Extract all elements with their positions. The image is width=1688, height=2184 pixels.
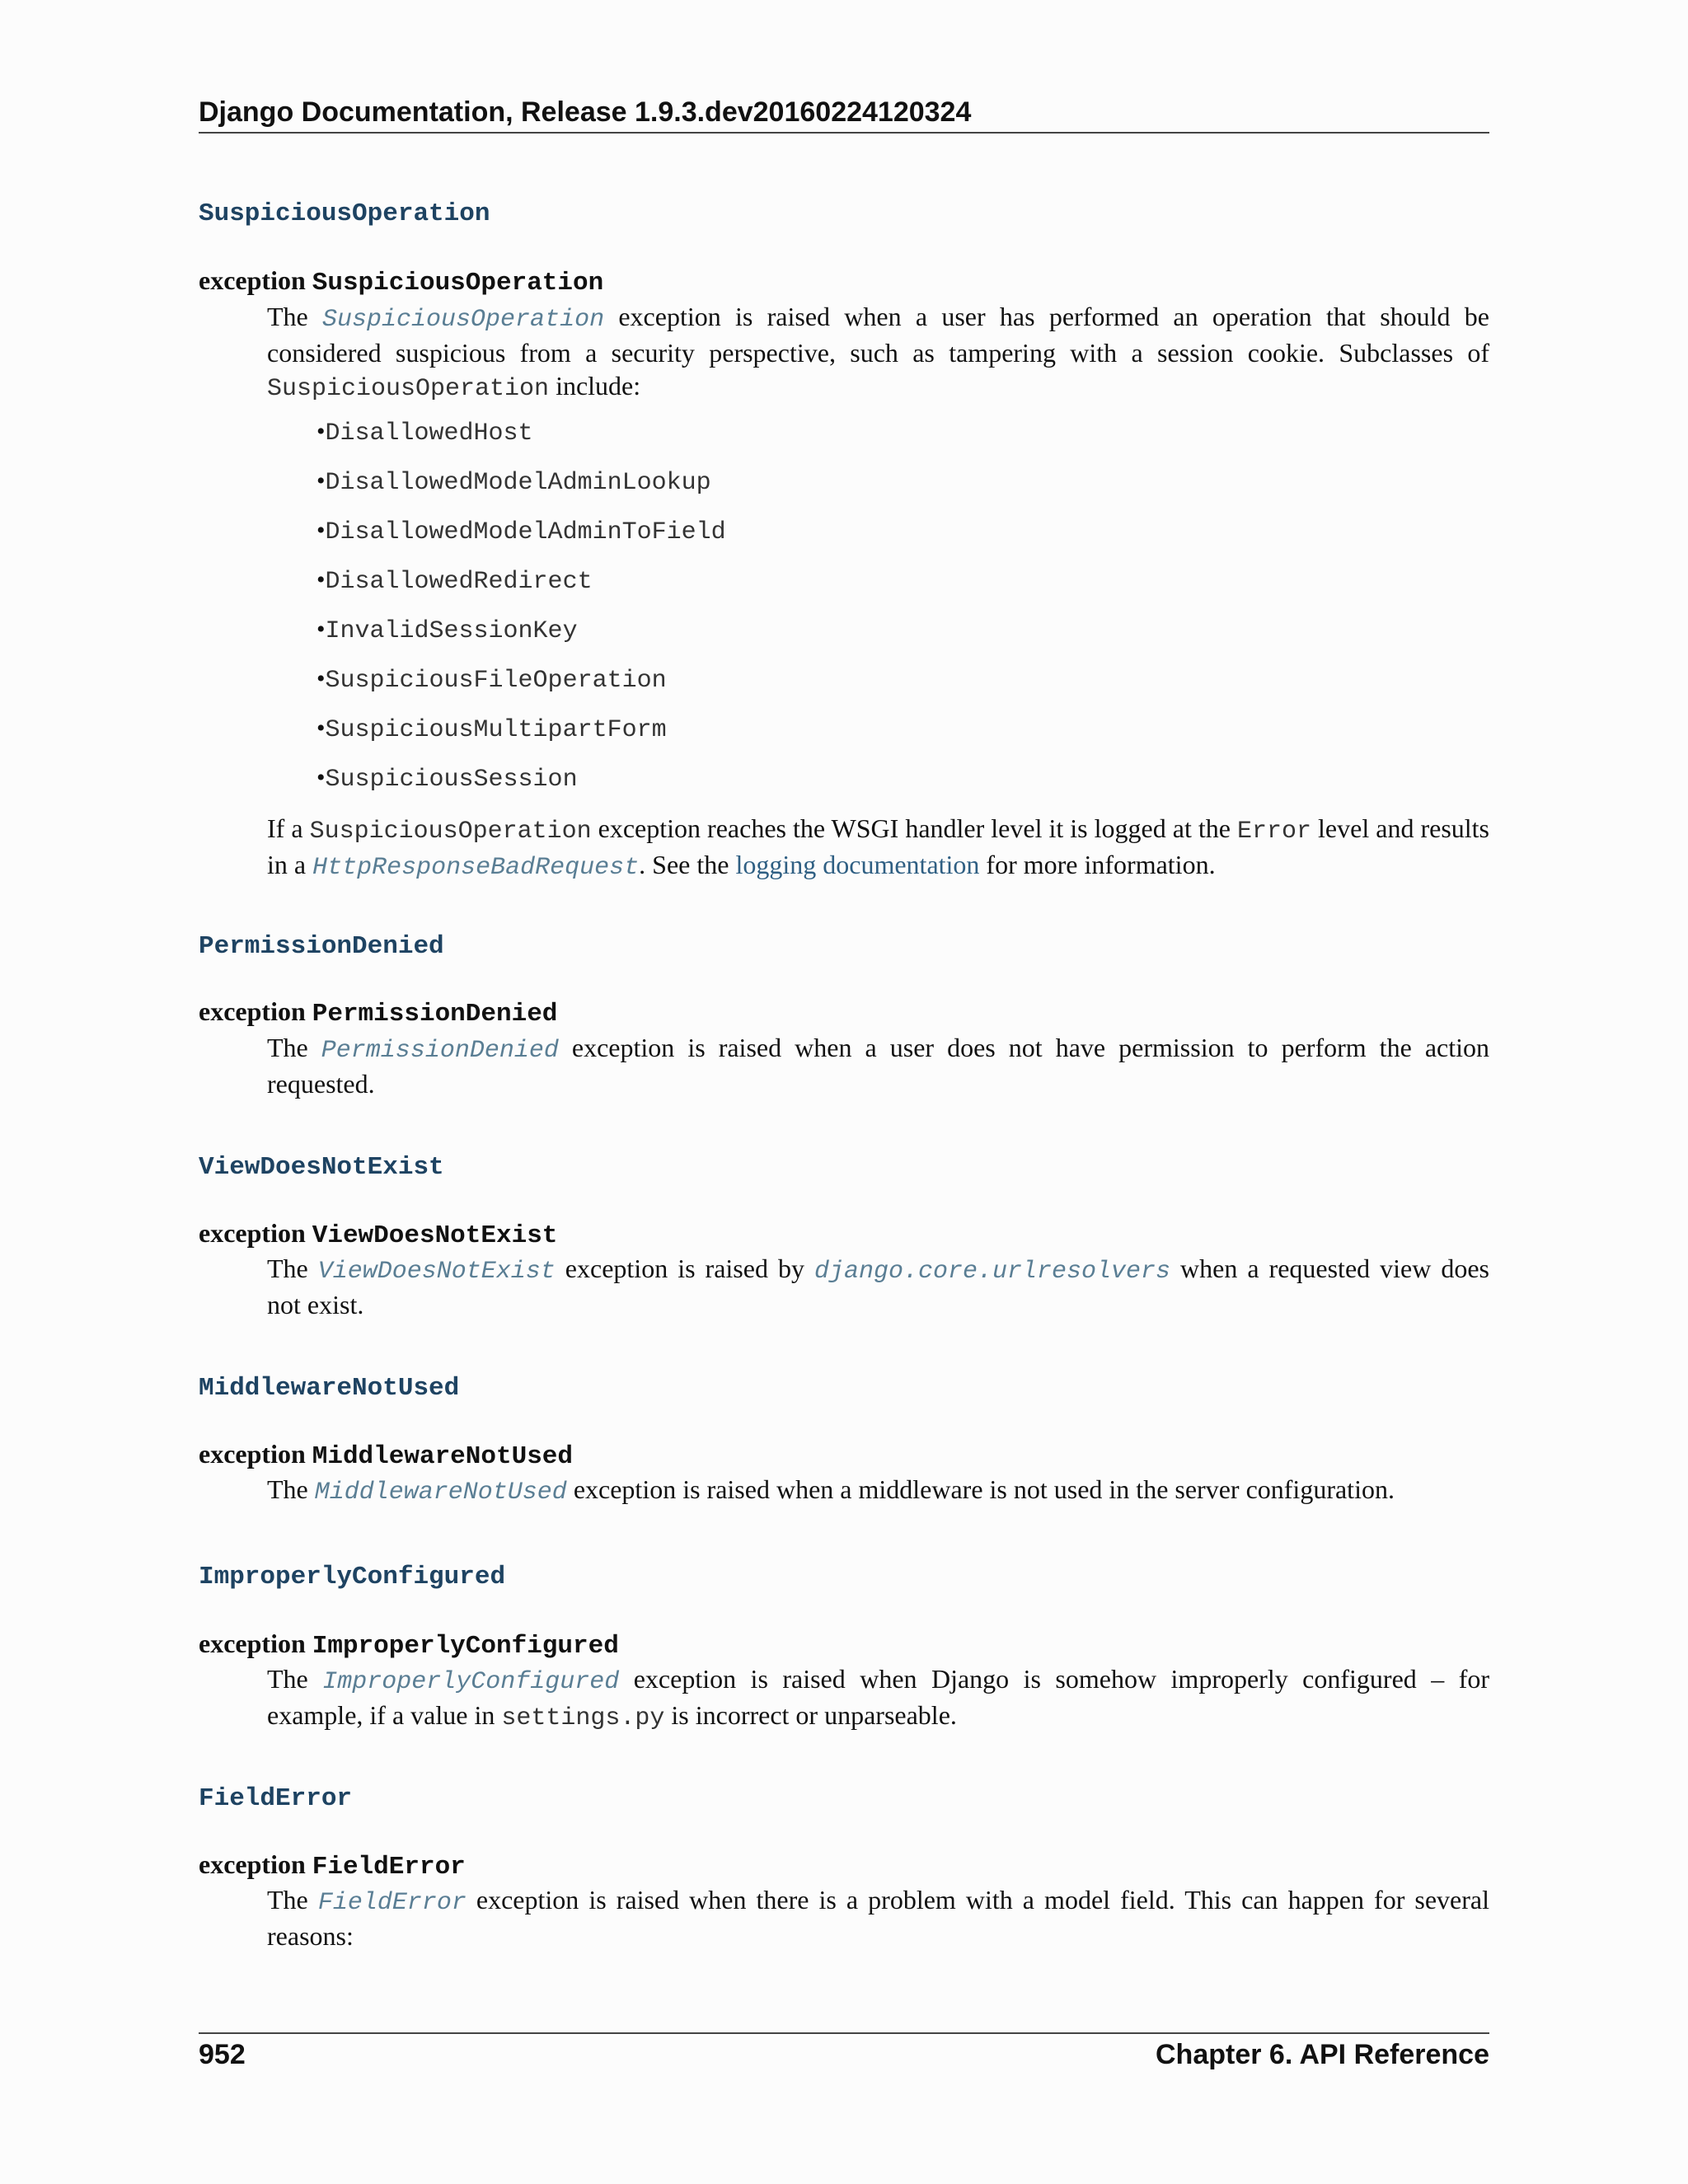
- bullet-item: •SuspiciousSession: [316, 764, 578, 794]
- description-improperly-configured: [267, 1662, 1489, 1735]
- text-fragment: The: [267, 1664, 308, 1694]
- text-fragment: exception is raised when a middleware is not used in the server configuration.: [566, 1474, 1395, 1504]
- code-suspicious-operation: SuspiciousOperation: [309, 818, 592, 846]
- bullet-text: DisallowedRedirect: [325, 568, 593, 596]
- link-permission-denied[interactable]: PermissionDenied: [321, 1037, 559, 1065]
- link-improperly-configured[interactable]: ImproperlyConfigured: [322, 1668, 620, 1696]
- bullet-text: SuspiciousSession: [325, 766, 578, 794]
- bullet-item: •InvalidSessionKey: [316, 616, 578, 645]
- text-fragment: exception is raised when there is a problem with a model field. This can happen for several reasons:: [267, 1885, 1490, 1951]
- text-fragment: exception reaches the WSGI handler level it is logged at the: [591, 813, 1237, 843]
- text-fragment: when a requested view does not exist.: [267, 1254, 1489, 1319]
- link-suspicious-operation[interactable]: SuspiciousOperation: [322, 306, 605, 334]
- bullet-item: •DisallowedModelAdminLookup: [316, 467, 711, 497]
- exception-signature-field-error: [199, 1849, 466, 1882]
- text-fragment: exception is raised by: [555, 1254, 814, 1283]
- exception-signature-view-does-not-exist: [199, 1218, 557, 1250]
- link-middleware-not-used[interactable]: MiddlewareNotUsed: [314, 1479, 567, 1507]
- text-fragment: exception is raised when Django is somehow improperly configured – for example, if a value in: [267, 1664, 1490, 1730]
- bullet-text: SuspiciousMultipartForm: [325, 716, 667, 744]
- text-fragment: for more information.: [979, 850, 1216, 879]
- section-heading-middleware-not-used: MiddlewareNotUsed: [199, 1374, 460, 1403]
- exception-signature-improperly-configured: [199, 1629, 619, 1661]
- chapter-title: Chapter 6. API Reference: [1156, 2039, 1489, 2070]
- running-header: Django Documentation, Release 1.9.3.dev20160224120324: [199, 94, 1489, 134]
- text-fragment: If a: [267, 813, 310, 843]
- section-heading-view-does-not-exist: ViewDoesNotExist: [199, 1153, 444, 1182]
- exception-name: ViewDoesNotExist: [312, 1221, 558, 1250]
- bullet-text: DisallowedModelAdminLookup: [325, 469, 711, 497]
- exception-signature-suspicious-operation: [199, 265, 603, 298]
- exception-keyword: exception: [199, 1629, 306, 1658]
- text-fragment: level and results in a: [267, 813, 1490, 879]
- bullet-text: DisallowedHost: [325, 419, 533, 448]
- exception-keyword: exception: [199, 1218, 306, 1248]
- description-middleware-not-used: [267, 1473, 1489, 1509]
- exception-keyword: exception: [199, 1439, 306, 1469]
- description-permission-denied: [267, 1031, 1489, 1100]
- link-http-response-bad-request[interactable]: HttpResponseBadRequest: [312, 854, 640, 882]
- text-fragment: The: [267, 302, 308, 331]
- exception-name: MiddlewareNotUsed: [312, 1442, 574, 1471]
- description-suspicious-operation: [267, 300, 1489, 405]
- text-fragment: The: [267, 1474, 308, 1504]
- section-heading-suspicious-operation: SuspiciousOperation: [199, 199, 490, 228]
- bullet-item: •SuspiciousFileOperation: [316, 665, 667, 695]
- exception-name: SuspiciousOperation: [312, 269, 604, 298]
- text-fragment: exception is raised when a user has performed an operation that should be considered suspicious from a security perspective, such as tampering with a session cookie. Subclasses of: [267, 302, 1489, 368]
- bullet-item: •DisallowedModelAdminToField: [316, 517, 726, 546]
- exception-name: PermissionDenied: [312, 1000, 558, 1029]
- text-fragment: is incorrect or unparseable.: [664, 1700, 957, 1730]
- page-footer: [199, 2032, 1489, 2071]
- text-fragment: include:: [549, 371, 641, 401]
- exception-signature-permission-denied: [199, 996, 557, 1029]
- code-suspicious-operation: SuspiciousOperation: [267, 375, 550, 403]
- bullet-text: DisallowedModelAdminToField: [325, 518, 726, 546]
- bullet-item: •DisallowedHost: [316, 418, 533, 448]
- text-fragment: The: [267, 1033, 308, 1062]
- exception-keyword: exception: [199, 265, 306, 295]
- code-error: Error: [1237, 818, 1312, 846]
- exception-name: FieldError: [312, 1853, 466, 1882]
- bullet-item: •DisallowedRedirect: [316, 566, 593, 596]
- text-fragment: exception is raised when a user does not have permission to perform the action requested.: [267, 1033, 1490, 1099]
- bullet-text: InvalidSessionKey: [325, 617, 578, 645]
- text-fragment: The: [267, 1885, 308, 1915]
- paragraph-wsgi-logging: [267, 812, 1489, 884]
- link-django-core-urlresolvers[interactable]: django.core.urlresolvers: [814, 1258, 1171, 1286]
- page-number: 952: [199, 2039, 246, 2070]
- bullet-text: SuspiciousFileOperation: [325, 667, 667, 695]
- section-heading-field-error: FieldError: [199, 1784, 353, 1813]
- bullet-item: •SuspiciousMultipartForm: [316, 715, 667, 744]
- exception-keyword: exception: [199, 996, 306, 1026]
- section-heading-permission-denied: PermissionDenied: [199, 932, 444, 961]
- code-settings-py: settings.py: [501, 1704, 665, 1732]
- link-view-does-not-exist[interactable]: ViewDoesNotExist: [317, 1258, 556, 1286]
- link-logging-documentation[interactable]: logging documentation: [735, 850, 980, 879]
- exception-keyword: exception: [199, 1849, 306, 1879]
- exception-signature-middleware-not-used: [199, 1439, 573, 1471]
- text-fragment: The: [267, 1254, 308, 1283]
- section-heading-improperly-configured: ImproperlyConfigured: [199, 1563, 506, 1591]
- exception-name: ImproperlyConfigured: [312, 1632, 619, 1661]
- description-field-error: [267, 1883, 1489, 1952]
- description-view-does-not-exist: [267, 1252, 1489, 1321]
- text-fragment: . See the: [639, 850, 736, 879]
- link-field-error[interactable]: FieldError: [317, 1889, 467, 1917]
